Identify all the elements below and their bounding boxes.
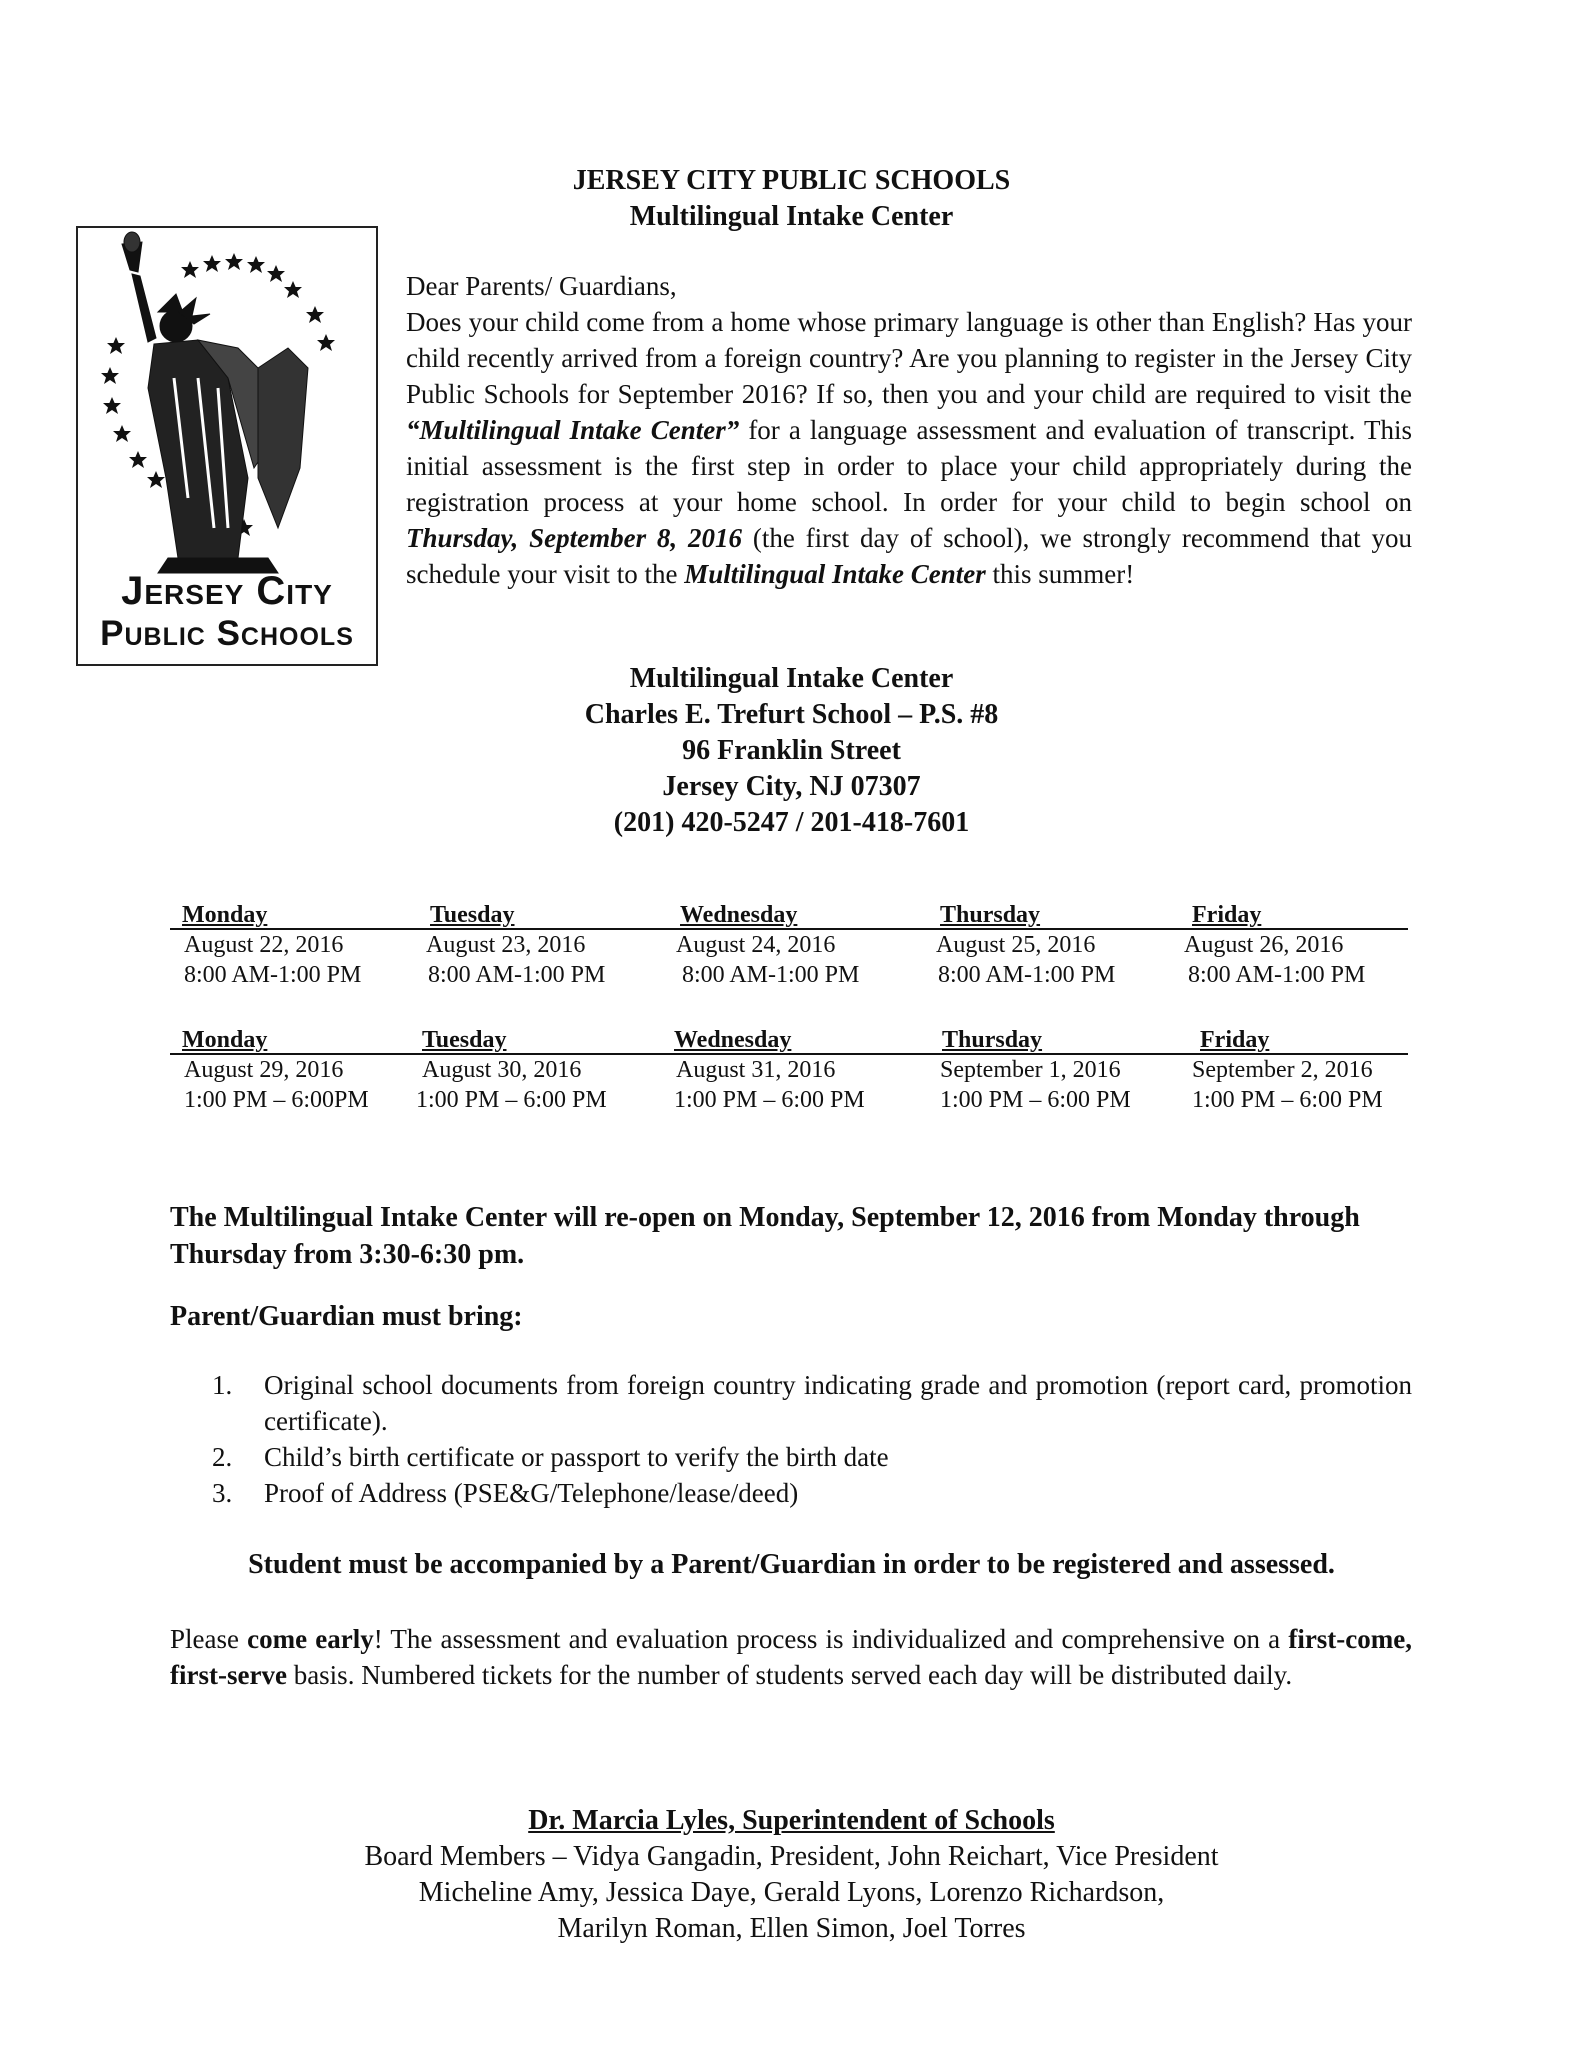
date-cell: August 25, 2016 bbox=[936, 932, 1096, 958]
come-early-paragraph bbox=[170, 1621, 1412, 1693]
day-label: Wednesday bbox=[674, 1027, 792, 1053]
board-members-line: Micheline Amy, Jessica Daye, Gerald Lyons, Lorenzo Richardson, bbox=[418, 1877, 1165, 1908]
list-number: 1. bbox=[212, 1370, 233, 1400]
letter-text: this summer! bbox=[985, 559, 1135, 589]
list-item bbox=[212, 1367, 1412, 1439]
paragraph-text: Please bbox=[170, 1624, 248, 1654]
day-label: Monday bbox=[182, 902, 268, 928]
district-title: JERSEY CITY PUBLIC SCHOOLS bbox=[572, 165, 1011, 196]
day-label: Thursday bbox=[940, 902, 1041, 928]
schedule-header-row bbox=[170, 1025, 1408, 1055]
board-members-line: Marilyn Roman, Ellen Simon, Joel Torres bbox=[557, 1913, 1026, 1944]
hours-cell: 8:00 AM-1:00 PM bbox=[1188, 962, 1366, 988]
date-cell: August 23, 2016 bbox=[426, 932, 586, 958]
day-label: Thursday bbox=[942, 1027, 1043, 1053]
day-label: Tuesday bbox=[422, 1027, 507, 1053]
schedule-header-row bbox=[170, 900, 1408, 930]
letter-text: for a language assessment and evaluation of transcript. This initial assessment is the first step in order to place your child appropriately during the registration process at your home school. In order for your child to begin school on bbox=[406, 415, 1412, 517]
list-number: 2. bbox=[212, 1442, 233, 1472]
bring-heading: Parent/Guardian must bring: bbox=[170, 1301, 523, 1332]
schedule-dates-row bbox=[170, 1055, 1408, 1085]
address-school: Charles E. Trefurt School – P.S. #8 bbox=[584, 699, 999, 730]
statue-figure bbox=[122, 232, 308, 573]
date-cell: August 30, 2016 bbox=[422, 1057, 582, 1083]
schedule-hours-row bbox=[170, 1085, 1408, 1115]
reopen-notice: The Multilingual Intake Center will re-open on Monday, September 12, 2016 from Monday through Thursday from 3:30-6:30 pm. bbox=[170, 1202, 1360, 1270]
address-phone: (201) 420-5247 / 201-418-7601 bbox=[613, 807, 970, 838]
day-label: Monday bbox=[182, 1027, 268, 1053]
address-street: 96 Franklin Street bbox=[682, 735, 901, 766]
first-day-emphasis: Thursday, September 8, 2016 bbox=[406, 523, 743, 553]
greeting: Dear Parents/ Guardians, bbox=[406, 271, 677, 301]
date-cell: August 29, 2016 bbox=[184, 1057, 344, 1083]
date-cell: August 26, 2016 bbox=[1184, 932, 1344, 958]
footer bbox=[0, 1803, 1583, 1947]
day-label: Friday bbox=[1200, 1027, 1270, 1053]
center-title: Multilingual Intake Center bbox=[629, 201, 954, 232]
hours-cell: 8:00 AM-1:00 PM bbox=[938, 962, 1116, 988]
superintendent-name: Dr. Marcia Lyles, Superintendent of Schools bbox=[528, 1805, 1055, 1836]
come-early-emphasis: come early bbox=[247, 1624, 374, 1654]
date-cell: August 22, 2016 bbox=[184, 932, 344, 958]
center-name-emphasis: “Multilingual Intake Center” bbox=[406, 415, 740, 445]
schedule-week-1 bbox=[170, 900, 1408, 990]
letter-text: (the first day of school), we strongly recommend that you schedule your visit to the bbox=[406, 523, 1412, 589]
schedule-dates-row bbox=[170, 930, 1408, 960]
paragraph-text: basis. Numbered tickets for the number of students served each day will be distributed daily. bbox=[286, 1660, 1293, 1690]
hours-cell: 1:00 PM – 6:00 PM bbox=[674, 1087, 865, 1113]
address-city: Jersey City, NJ 07307 bbox=[662, 771, 921, 802]
date-cell: August 24, 2016 bbox=[676, 932, 836, 958]
list-item bbox=[212, 1475, 1412, 1511]
list-text: Original school documents from foreign country indicating grade and promotion (report card, promotion certificate). bbox=[264, 1370, 1412, 1436]
hours-cell: 8:00 AM-1:00 PM bbox=[682, 962, 860, 988]
hours-cell: 1:00 PM – 6:00PM bbox=[184, 1087, 369, 1113]
day-label: Wednesday bbox=[680, 902, 798, 928]
hours-cell: 8:00 AM-1:00 PM bbox=[184, 962, 362, 988]
letter-paragraph bbox=[406, 304, 1412, 592]
address-name: Multilingual Intake Center bbox=[629, 663, 954, 694]
district-logo bbox=[76, 226, 378, 666]
board-members-line: Board Members – Vidya Gangadin, President, John Reichart, Vice President bbox=[364, 1841, 1219, 1872]
hours-cell: 8:00 AM-1:00 PM bbox=[428, 962, 606, 988]
letter-text: Does your child come from a home whose primary language is other than English? Has your child recently arrived from a foreign country? Are you planning to register in the Jersey City Public Schools for September 2016? If so, then you and your child are required to visit the bbox=[406, 307, 1412, 409]
hours-cell: 1:00 PM – 6:00 PM bbox=[1192, 1087, 1383, 1113]
logo-text-public-schools: Public Schools bbox=[100, 614, 354, 653]
requirements-list bbox=[212, 1367, 1412, 1511]
letter-body bbox=[406, 268, 1412, 592]
hours-cell: 1:00 PM – 6:00 PM bbox=[940, 1087, 1131, 1113]
center-address bbox=[0, 661, 1583, 841]
accompany-notice: Student must be accompanied by a Parent/Guardian in order to be registered and assessed. bbox=[248, 1549, 1335, 1580]
date-cell: September 2, 2016 bbox=[1192, 1057, 1373, 1083]
hours-cell: 1:00 PM – 6:00 PM bbox=[416, 1087, 607, 1113]
first-come-emphasis: first-come, first-serve bbox=[170, 1624, 1413, 1690]
day-label: Friday bbox=[1192, 902, 1262, 928]
center-name-emphasis: Multilingual Intake Center bbox=[684, 559, 986, 589]
list-number: 3. bbox=[212, 1478, 233, 1508]
list-text: Proof of Address (PSE&G/Telephone/lease/deed) bbox=[264, 1478, 799, 1508]
day-label: Tuesday bbox=[430, 902, 515, 928]
date-cell: September 1, 2016 bbox=[940, 1057, 1121, 1083]
list-text: Child’s birth certificate or passport to verify the birth date bbox=[264, 1442, 889, 1472]
date-cell: August 31, 2016 bbox=[676, 1057, 836, 1083]
schedule-week-2 bbox=[170, 1025, 1408, 1115]
schedule-hours-row bbox=[170, 960, 1408, 990]
list-item bbox=[212, 1439, 1412, 1475]
logo-text-jersey-city: Jersey City bbox=[121, 569, 333, 613]
paragraph-text: ! The assessment and evaluation process is individualized and comprehensive on a bbox=[373, 1624, 1289, 1654]
